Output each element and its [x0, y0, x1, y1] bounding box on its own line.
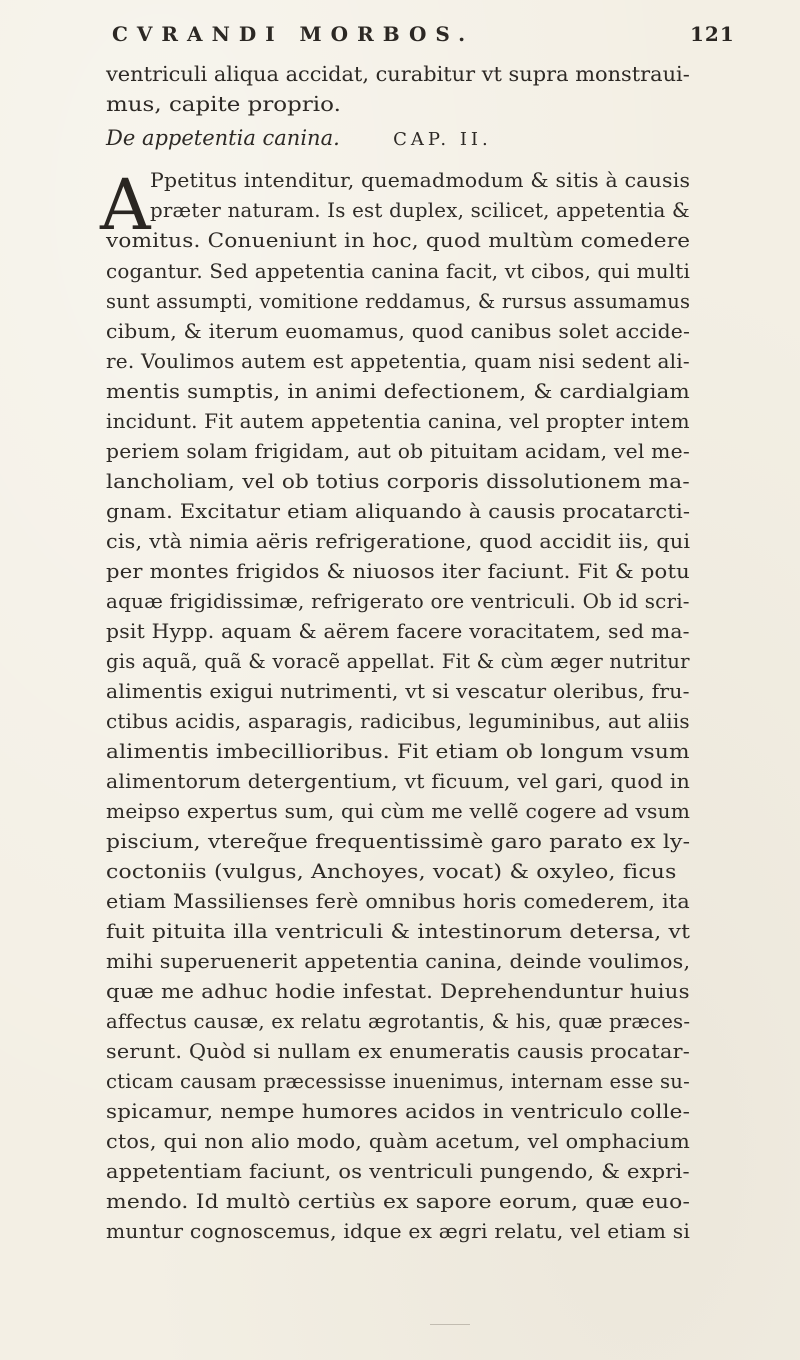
- text-line: fuit pituita illa ventriculi & intestinorum detersa, vt: [106, 920, 691, 943]
- text-line: mendo. Id multò certiùs ex sapore eorum, quæ euo-: [106, 1190, 691, 1213]
- text-line: serunt. Quòd si nullam ex enumeratis causis procatar-: [106, 1040, 690, 1063]
- text-line: cis, vtà nimia aëris refrigeratione, quod accidit iis, qui: [106, 530, 691, 553]
- text-line: alimentorum detergentium, vt ficuum, vel gari, quod in: [106, 770, 690, 793]
- text-line: mentis sumptis, in animi defectionem, & cardialgiam: [106, 380, 690, 403]
- text-line: etiam Massilienses ferè omnibus horis comederem, ita: [106, 890, 690, 913]
- text-line: Ppetitus intenditur, quemadmodum & sitis à causis: [150, 169, 691, 192]
- text-line: alimentis exigui nutrimenti, vt si vescatur oleribus, fru-: [106, 680, 690, 703]
- text-line: incidunt. Fit autem appetentia canina, vel propter intem: [106, 410, 690, 433]
- text-line: vomitus. Conueniunt in hoc, quod multùm comedere: [106, 229, 691, 252]
- text-line: piscium, vtereq̃ue frequentissimè garo parato ex ly-: [106, 830, 691, 853]
- text-line: spicamur, nempe humores acidos in ventriculo colle-: [106, 1100, 691, 1123]
- text-line: appetentiam faciunt, os ventriculi pungendo, & expri-: [106, 1160, 690, 1183]
- text-line: psit Hypp. aquam & aërem facere voracitatem, sed ma-: [106, 620, 690, 643]
- running-head: CVRANDI MORBOS.: [112, 22, 475, 46]
- text-line: quæ me adhuc hodie infestat. Deprehenduntur huius: [106, 980, 690, 1003]
- chapter-label: CAP. II.: [393, 129, 492, 150]
- text-line: affectus causæ, ex relatu ægrotantis, & his, quæ præces-: [106, 1010, 691, 1033]
- text-line: re. Voulimos autem est appetentia, quam nisi sedent ali-: [106, 350, 690, 373]
- text-line: ctos, qui non alio modo, quàm acetum, vel omphacium: [106, 1130, 690, 1153]
- page-smudge: [430, 1318, 470, 1325]
- text-line: cogantur. Sed appetentia canina facit, vt cibos, qui multi: [106, 260, 691, 283]
- text-line: aquæ frigidissimæ, refrigerato ore ventriculi. Ob id scri-: [106, 590, 690, 613]
- text-line: mihi superuenerit appetentia canina, deinde voulimos,: [106, 950, 691, 973]
- text-line: meipso expertus sum, qui cùm me vellẽ cogere ad vsum: [106, 800, 691, 823]
- text-line: muntur cognoscemus, idque ex ægri relatu, vel etiam si: [106, 1220, 691, 1243]
- chapter-title: De appetentia canina.: [106, 126, 340, 150]
- text-line: ctibus acidis, asparagis, radicibus, leguminibus, aut aliis: [106, 710, 690, 733]
- text-line: cticam causam præcessisse inuenimus, internam esse su-: [106, 1070, 690, 1093]
- text-line: sunt assumpti, vomitione reddamus, & rursus assumamus: [106, 290, 691, 313]
- text-line: præter naturam. Is est duplex, scilicet, appetentia &: [150, 199, 690, 222]
- text-line: alimentis imbecillioribus. Fit etiam ob longum vsum: [106, 740, 690, 763]
- intro-line: mus, capite proprio.: [106, 92, 341, 116]
- text-line: gis aquã, quã & voracẽ appellat. Fit & cùm æger nutritur: [106, 650, 690, 673]
- text-line: lancholiam, vel ob totius corporis dissolutionem ma-: [106, 470, 690, 493]
- text-line: cibum, & iterum euomamus, quod canibus solet accide-: [106, 320, 691, 343]
- text-line: per montes frigidos & niuosos iter faciunt. Fit & potu: [106, 560, 690, 583]
- intro-line: ventriculi aliqua accidat, curabitur vt supra monstraui-: [106, 62, 690, 86]
- chapter-heading: [106, 126, 492, 150]
- text-line: coctoniis (vulgus, Anchoyes, vocat) & oxyleo, ficus: [106, 860, 677, 883]
- text-line: gnam. Excitatur etiam aliquando à causis procatarcti-: [106, 500, 691, 523]
- drop-cap: A: [100, 164, 151, 246]
- text-line: periem solam frigidam, aut ob pituitam acidam, vel me-: [106, 440, 690, 463]
- page-number: 121: [690, 22, 735, 46]
